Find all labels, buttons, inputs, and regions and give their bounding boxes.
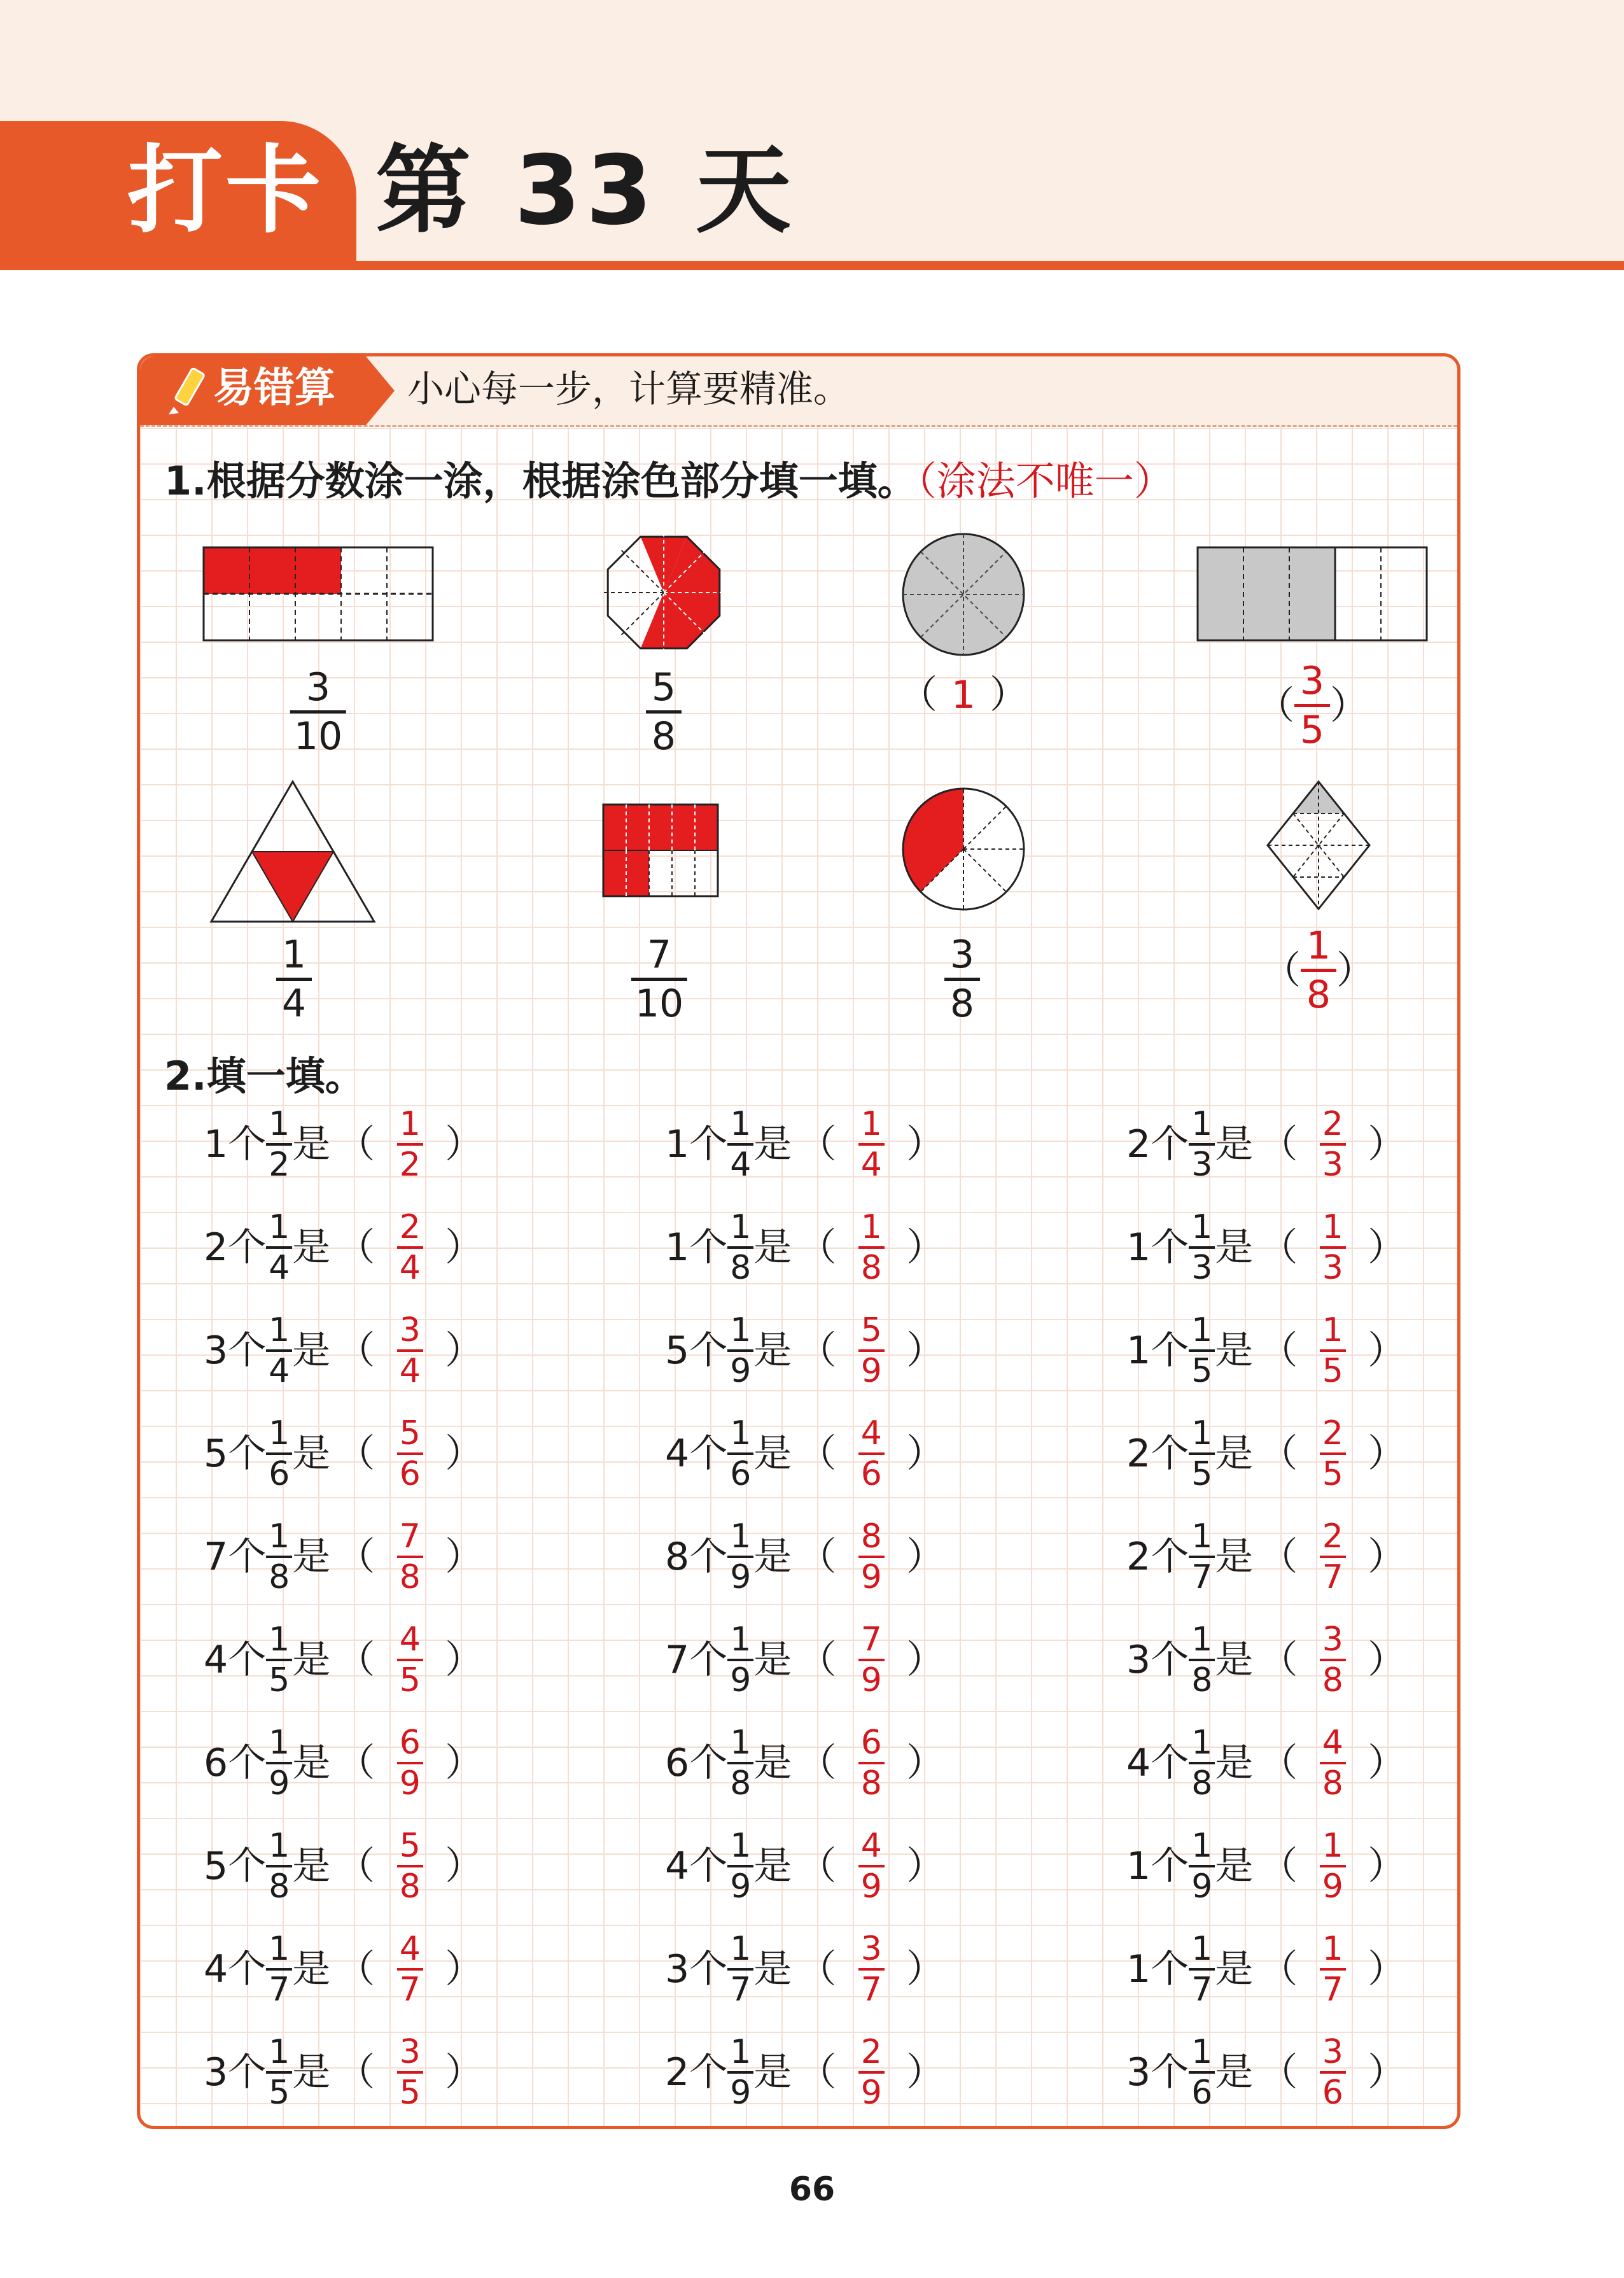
- paren-close: ）: [1368, 2050, 1406, 2095]
- figure-7-fraction: 3 8: [944, 936, 980, 1023]
- count: 5: [665, 1328, 690, 1373]
- figure-4-answer-fraction: 3 5: [1294, 662, 1330, 749]
- day-title: 第 33 天: [375, 136, 797, 246]
- word-ge: 个: [1151, 1947, 1189, 1992]
- word-shi: 是: [1215, 1431, 1254, 1476]
- figure-rectangle-fifths: [1198, 547, 1427, 640]
- paren-open: （: [798, 1535, 837, 1579]
- count: 2: [1126, 1122, 1151, 1167]
- fill-item: [1126, 1105, 1412, 1184]
- answer-fraction: $\frac{7}{9}$: [858, 1623, 885, 1697]
- figure-8-answer-fraction: 1 8: [1301, 927, 1336, 1014]
- answer-fraction: $\frac{6}{8}$: [858, 1726, 885, 1800]
- fill-item: [204, 1414, 489, 1493]
- count: 1: [1126, 1225, 1151, 1270]
- unit-fraction: $\frac{1}{5}$: [266, 1623, 292, 1697]
- unit-fraction: $\frac{1}{7}$: [1189, 1520, 1215, 1594]
- fill-item: [1126, 1724, 1412, 1803]
- answer-slot: [1304, 1930, 1361, 2009]
- answer-slot: [843, 1724, 900, 1803]
- fill-item: [665, 1724, 951, 1803]
- word-ge: 个: [228, 1638, 267, 1682]
- word-shi: 是: [292, 1947, 331, 1992]
- fill-item: [204, 1311, 489, 1390]
- count: 3: [1126, 1638, 1151, 1682]
- paren-open: （: [1259, 1947, 1298, 1992]
- figure-circle-eighths: [901, 787, 1026, 911]
- answer-slot: [381, 1517, 438, 1596]
- section-note: 小心每一步，计算要精准。: [407, 367, 851, 411]
- paren-close: ）: [906, 1328, 945, 1373]
- answer-fraction: $\frac{2}{4}$: [397, 1211, 423, 1284]
- unit-fraction: $\frac{1}{9}$: [727, 1314, 753, 1388]
- word-ge: 个: [689, 1741, 728, 1785]
- answer-slot: [1304, 1414, 1361, 1493]
- word-shi: 是: [292, 1535, 331, 1579]
- count: 4: [665, 1431, 690, 1476]
- count: 1: [1126, 1328, 1151, 1373]
- answer-fraction: $\frac{6}{9}$: [397, 1726, 423, 1800]
- paren-close: ）: [445, 1947, 484, 1992]
- word-ge: 个: [228, 1741, 267, 1785]
- count: 4: [1126, 1741, 1151, 1785]
- figure-8-answer: （ 1 8 ）: [1263, 924, 1375, 1017]
- count: 6: [204, 1741, 228, 1785]
- word-shi: 是: [1215, 1328, 1254, 1373]
- paren-open: （: [798, 1328, 837, 1373]
- count: 8: [665, 1535, 690, 1579]
- fill-item: [204, 1517, 489, 1596]
- word-ge: 个: [1151, 1844, 1189, 1888]
- paren-close: ）: [906, 1741, 945, 1785]
- answer-slot: [381, 1724, 438, 1803]
- figure-triangle: [211, 782, 374, 922]
- count: 1: [204, 1122, 228, 1167]
- paren-open: （: [798, 1431, 837, 1476]
- fill-item: [1126, 1827, 1412, 1906]
- unit-fraction: $\frac{1}{9}$: [727, 1623, 753, 1697]
- paren-close: ）: [906, 1535, 945, 1579]
- unit-fraction: $\frac{1}{9}$: [1189, 1829, 1215, 1903]
- fill-item: [204, 1208, 489, 1287]
- paren-open: （: [798, 1225, 837, 1270]
- unit-fraction: $\frac{1}{9}$: [727, 1520, 753, 1594]
- word-ge: 个: [689, 2050, 728, 2095]
- word-ge: 个: [689, 1225, 728, 1270]
- paren-open: （: [1259, 1122, 1298, 1167]
- daka-label: 打卡: [127, 136, 324, 246]
- paren-open: （: [337, 1122, 375, 1167]
- word-ge: 个: [1151, 1741, 1189, 1785]
- answer-fraction: $\frac{7}{8}$: [397, 1520, 423, 1594]
- question-1-hint: （涂法不唯一）: [916, 458, 1173, 504]
- word-ge: 个: [689, 1328, 728, 1373]
- word-shi: 是: [292, 1741, 331, 1785]
- paren-open: （: [337, 1638, 375, 1682]
- paren-close: ）: [1368, 1947, 1406, 1992]
- count: 2: [665, 2050, 690, 2095]
- paren-close: ）: [1368, 1638, 1406, 1682]
- paren-close: ）: [445, 1844, 484, 1888]
- header-divider: [0, 261, 1624, 270]
- fill-item: [665, 1827, 951, 1906]
- answer-fraction: $\frac{3}{6}$: [1320, 2035, 1346, 2109]
- figure-rhombus: [1268, 782, 1369, 909]
- question-2-title: 2.填一填。: [164, 1053, 365, 1099]
- unit-fraction: $\frac{1}{8}$: [727, 1726, 753, 1800]
- word-shi: 是: [753, 1535, 792, 1579]
- paren-open: （: [337, 2050, 375, 2095]
- answer-slot: [843, 1517, 900, 1596]
- fill-item: [204, 1930, 489, 2009]
- word-shi: 是: [753, 1947, 792, 1992]
- fill-item: [1126, 1414, 1412, 1493]
- word-shi: 是: [1215, 1638, 1254, 1682]
- paren-close: ）: [445, 1328, 484, 1373]
- unit-fraction: $\frac{1}{6}$: [1189, 2035, 1215, 2109]
- answer-slot: [1304, 1623, 1361, 1697]
- answer-fraction: $\frac{5}{6}$: [397, 1417, 423, 1491]
- count: 2: [1126, 1431, 1151, 1476]
- paren-close: ）: [906, 1122, 945, 1167]
- answer-fraction: $\frac{1}{7}$: [1320, 1932, 1346, 2006]
- unit-fraction: $\frac{1}{5}$: [1189, 1417, 1215, 1491]
- answer-slot: [843, 1414, 900, 1493]
- unit-fraction: $\frac{1}{7}$: [1189, 1932, 1215, 2006]
- answer-fraction: $\frac{3}{5}$: [397, 2035, 423, 2109]
- answer-slot: [381, 1623, 438, 1697]
- unit-fraction: $\frac{1}{7}$: [727, 1932, 753, 2006]
- paren-close: ）: [906, 2050, 945, 2095]
- answer-slot: [381, 1414, 438, 1493]
- unit-fraction: $\frac{1}{8}$: [727, 1211, 753, 1284]
- word-ge: 个: [228, 1844, 267, 1888]
- answer-fraction: $\frac{3}{8}$: [1320, 1623, 1346, 1697]
- answer-slot: [381, 2033, 438, 2112]
- unit-fraction: $\frac{1}{8}$: [1189, 1726, 1215, 1800]
- unit-fraction: $\frac{1}{8}$: [1189, 1623, 1215, 1697]
- unit-fraction: $\frac{1}{9}$: [727, 1829, 753, 1903]
- answer-fraction: $\frac{4}{6}$: [858, 1417, 885, 1491]
- fill-item: [665, 1414, 951, 1493]
- word-shi: 是: [292, 1844, 331, 1888]
- answer-slot: [843, 1105, 900, 1184]
- count: 3: [204, 2050, 228, 2095]
- figure-2-fraction: 5 8: [646, 668, 682, 756]
- unit-fraction: $\frac{1}{6}$: [266, 1417, 292, 1491]
- word-shi: 是: [753, 1225, 792, 1270]
- fill-item: [665, 1930, 951, 2009]
- unit-fraction: $\frac{1}{2}$: [266, 1107, 292, 1181]
- fill-item: [204, 1827, 489, 1906]
- count: 3: [665, 1947, 690, 1992]
- word-ge: 个: [228, 2050, 267, 2095]
- figure-rectangle-tenths: [204, 547, 433, 640]
- paren-close: ）: [1368, 1328, 1406, 1373]
- answer-slot: [843, 2033, 900, 2112]
- answer-slot: [1304, 2033, 1361, 2112]
- word-shi: 是: [292, 1328, 331, 1373]
- word-ge: 个: [228, 1328, 267, 1373]
- answer-fraction: $\frac{4}{5}$: [397, 1623, 423, 1697]
- answer-slot: [381, 1311, 438, 1390]
- paren-open: （: [1259, 1844, 1298, 1888]
- answer-slot: [381, 1208, 438, 1287]
- count: 7: [665, 1638, 690, 1682]
- fill-item: [1126, 1208, 1412, 1287]
- paren-close: ）: [906, 1225, 945, 1270]
- word-shi: 是: [753, 1638, 792, 1682]
- fill-item: [665, 1208, 951, 1287]
- question-1-title: [164, 458, 1173, 504]
- answer-fraction: $\frac{1}{5}$: [1320, 1314, 1346, 1388]
- unit-fraction: $\frac{1}{5}$: [266, 2035, 292, 2109]
- answer-fraction: $\frac{1}{8}$: [858, 1211, 885, 1284]
- fill-item: [204, 1623, 489, 1697]
- word-shi: 是: [753, 1741, 792, 1785]
- word-shi: 是: [292, 1638, 331, 1682]
- count: 1: [665, 1122, 690, 1167]
- paren-close: ）: [1368, 1431, 1406, 1476]
- word-shi: 是: [753, 1328, 792, 1373]
- paren-open: （: [337, 1741, 375, 1785]
- paren-open: （: [1259, 1535, 1298, 1579]
- fill-item: [665, 1105, 951, 1184]
- count: 4: [204, 1947, 228, 1992]
- paren-open: （: [798, 1638, 837, 1682]
- answer-slot: [1304, 1517, 1361, 1596]
- fill-item: [1126, 1311, 1412, 1390]
- word-shi: 是: [753, 1844, 792, 1888]
- word-ge: 个: [228, 1122, 267, 1167]
- paren-open: （: [1259, 1431, 1298, 1476]
- answer-slot: [843, 1827, 900, 1906]
- paren-open: （: [1259, 1225, 1298, 1270]
- word-shi: 是: [292, 1225, 331, 1270]
- answer-fraction: $\frac{3}{4}$: [397, 1314, 423, 1388]
- paren-open: （: [1259, 1328, 1298, 1373]
- word-ge: 个: [689, 1122, 728, 1167]
- paren-open: （: [1259, 1741, 1298, 1785]
- word-shi: 是: [292, 1122, 331, 1167]
- answer-fraction: $\frac{1}{4}$: [858, 1107, 885, 1181]
- pencil-icon: [162, 366, 213, 417]
- word-ge: 个: [689, 1431, 728, 1476]
- word-ge: 个: [689, 1947, 728, 1992]
- fill-item: [204, 2033, 489, 2112]
- word-shi: 是: [753, 1122, 792, 1167]
- unit-fraction: $\frac{1}{3}$: [1189, 1211, 1215, 1284]
- unit-fraction: $\frac{1}{9}$: [727, 2035, 753, 2109]
- paren-close: ）: [906, 1638, 945, 1682]
- paren-close: ）: [445, 1122, 484, 1167]
- word-ge: 个: [689, 1535, 728, 1579]
- answer-slot: [843, 1623, 900, 1697]
- fill-item: [665, 1311, 951, 1390]
- answer-fraction: $\frac{2}{9}$: [858, 2035, 885, 2109]
- unit-fraction: $\frac{1}{6}$: [727, 1417, 753, 1491]
- page-number: 66: [788, 2170, 836, 2209]
- paren-close: ）: [1368, 1741, 1406, 1785]
- paren-open: （: [1259, 1638, 1298, 1682]
- count: 3: [204, 1328, 228, 1373]
- count: 5: [204, 1844, 228, 1888]
- paren-open: （: [798, 1947, 837, 1992]
- paren-close: ）: [1368, 1844, 1406, 1888]
- count: 7: [204, 1535, 228, 1579]
- word-shi: 是: [1215, 1122, 1254, 1167]
- count: 4: [204, 1638, 228, 1682]
- unit-fraction: $\frac{1}{4}$: [266, 1314, 292, 1388]
- count: 4: [665, 1844, 690, 1888]
- figure-octagon: [603, 532, 724, 653]
- answer-fraction: $\frac{1}{9}$: [1320, 1829, 1346, 1903]
- paren-open: （: [337, 1328, 375, 1373]
- unit-fraction: $\frac{1}{5}$: [1189, 1314, 1215, 1388]
- word-shi: 是: [292, 1431, 331, 1476]
- fill-item: [1126, 1623, 1412, 1697]
- paren-close: ）: [445, 2050, 484, 2095]
- word-shi: 是: [753, 1431, 792, 1476]
- unit-fraction: $\frac{1}{9}$: [266, 1726, 292, 1800]
- unit-fraction: $\frac{1}{4}$: [727, 1107, 753, 1181]
- count: 5: [204, 1431, 228, 1476]
- count: 2: [1126, 1535, 1151, 1579]
- answer-slot: [1304, 1208, 1361, 1287]
- paren-close: ）: [445, 1225, 484, 1270]
- count: 1: [665, 1225, 690, 1270]
- fill-item: [665, 1517, 951, 1596]
- paren-open: （: [798, 1122, 837, 1167]
- word-shi: 是: [1215, 2050, 1254, 2095]
- answer-fraction: $\frac{2}{7}$: [1320, 1520, 1346, 1594]
- word-shi: 是: [1215, 1225, 1254, 1270]
- unit-fraction: $\frac{1}{7}$: [266, 1932, 292, 2006]
- section-tag-label: 易错算: [213, 365, 335, 412]
- unit-fraction: $\frac{1}{8}$: [266, 1520, 292, 1594]
- unit-fraction: $\frac{1}{3}$: [1189, 1107, 1215, 1181]
- answer-slot: [843, 1208, 900, 1287]
- word-ge: 个: [1151, 1431, 1189, 1476]
- word-ge: 个: [689, 1844, 728, 1888]
- paren-close: ）: [906, 1947, 945, 1992]
- paren-open: （: [798, 1844, 837, 1888]
- fill-item: [1126, 1930, 1412, 2009]
- paren-open: （: [337, 1225, 375, 1270]
- paren-open: （: [798, 1741, 837, 1785]
- count: 3: [1126, 2050, 1151, 2095]
- answer-fraction: $\frac{1}{3}$: [1320, 1211, 1346, 1284]
- paren-close: ）: [1368, 1122, 1406, 1167]
- count: 2: [204, 1225, 228, 1270]
- paren-open: （: [1259, 2050, 1298, 2095]
- word-ge: 个: [228, 1225, 267, 1270]
- fill-item: [665, 2033, 951, 2112]
- paren-close: ）: [1368, 1535, 1406, 1579]
- figure-1-fraction: 3 10: [290, 668, 346, 756]
- word-ge: 个: [1151, 2050, 1189, 2095]
- answer-slot: [381, 1827, 438, 1906]
- answer-slot: [381, 1105, 438, 1184]
- count: 6: [665, 1741, 690, 1785]
- word-shi: 是: [1215, 1741, 1254, 1785]
- unit-fraction: $\frac{1}{8}$: [266, 1829, 292, 1903]
- paren-close: ）: [445, 1535, 484, 1579]
- paren-open: （: [337, 1844, 375, 1888]
- figure-6-fraction: 7 10: [631, 936, 687, 1023]
- paren-close: ）: [445, 1741, 484, 1785]
- paren-open: （: [337, 1431, 375, 1476]
- answer-slot: [843, 1311, 900, 1390]
- paren-open: （: [798, 2050, 837, 2095]
- answer-slot: [1304, 1724, 1361, 1803]
- fill-item: [204, 1724, 489, 1803]
- answer-fraction: $\frac{8}{9}$: [858, 1520, 885, 1594]
- answer-fraction: $\frac{5}{9}$: [858, 1314, 885, 1388]
- answer-fraction: $\frac{4}{7}$: [397, 1932, 423, 2006]
- fill-item: [1126, 1517, 1412, 1596]
- figure-5-fraction: 1 4: [276, 936, 312, 1023]
- word-ge: 个: [1151, 1328, 1189, 1373]
- figure-grid-tenths: [603, 805, 718, 896]
- answer-slot: [1304, 1105, 1361, 1184]
- count: 1: [1126, 1947, 1151, 1992]
- paren-open: （: [337, 1535, 375, 1579]
- paren-close: ）: [445, 1638, 484, 1682]
- word-shi: 是: [292, 2050, 331, 2095]
- answer-fraction: $\frac{1}{2}$: [397, 1107, 423, 1181]
- word-ge: 个: [1151, 1122, 1189, 1167]
- fill-item: [1126, 2033, 1412, 2112]
- paren-open: （: [337, 1947, 375, 1992]
- word-ge: 个: [1151, 1535, 1189, 1579]
- figure-3-answer: （ 1 ）: [899, 673, 1028, 717]
- answer-slot: [843, 1930, 900, 2009]
- answer-slot: [1304, 1827, 1361, 1906]
- answer-fraction: $\frac{4}{9}$: [858, 1829, 885, 1903]
- answer-fraction: $\frac{4}{8}$: [1320, 1726, 1346, 1800]
- answer-fraction: $\frac{2}{3}$: [1320, 1107, 1346, 1181]
- paren-close: ）: [906, 1431, 945, 1476]
- answer-slot: [381, 1930, 438, 2009]
- answer-fraction: $\frac{5}{8}$: [397, 1829, 423, 1903]
- fill-item: [204, 1105, 489, 1184]
- paren-close: ）: [1368, 1225, 1406, 1270]
- paren-close: ）: [906, 1844, 945, 1888]
- word-ge: 个: [689, 1638, 728, 1682]
- word-ge: 个: [1151, 1638, 1189, 1682]
- answer-fraction: $\frac{2}{5}$: [1320, 1417, 1346, 1491]
- paren-close: ）: [445, 1431, 484, 1476]
- word-ge: 个: [228, 1947, 267, 1992]
- question-1-text: 1.根据分数涂一涂，根据涂色部分填一填。: [164, 458, 917, 504]
- word-ge: 个: [228, 1535, 267, 1579]
- count: 1: [1126, 1844, 1151, 1888]
- unit-fraction: $\frac{1}{4}$: [266, 1211, 292, 1284]
- word-ge: 个: [228, 1431, 267, 1476]
- figure-circle-full: [901, 532, 1026, 657]
- word-shi: 是: [1215, 1535, 1254, 1579]
- word-shi: 是: [1215, 1844, 1254, 1888]
- answer-slot: [1304, 1311, 1361, 1390]
- figure-4-answer: （ 3 5 ）: [1256, 659, 1368, 752]
- answer-fraction: $\frac{3}{7}$: [858, 1932, 885, 2006]
- word-ge: 个: [1151, 1225, 1189, 1270]
- word-shi: 是: [1215, 1947, 1254, 1992]
- word-shi: 是: [753, 2050, 792, 2095]
- fill-item: [665, 1623, 951, 1697]
